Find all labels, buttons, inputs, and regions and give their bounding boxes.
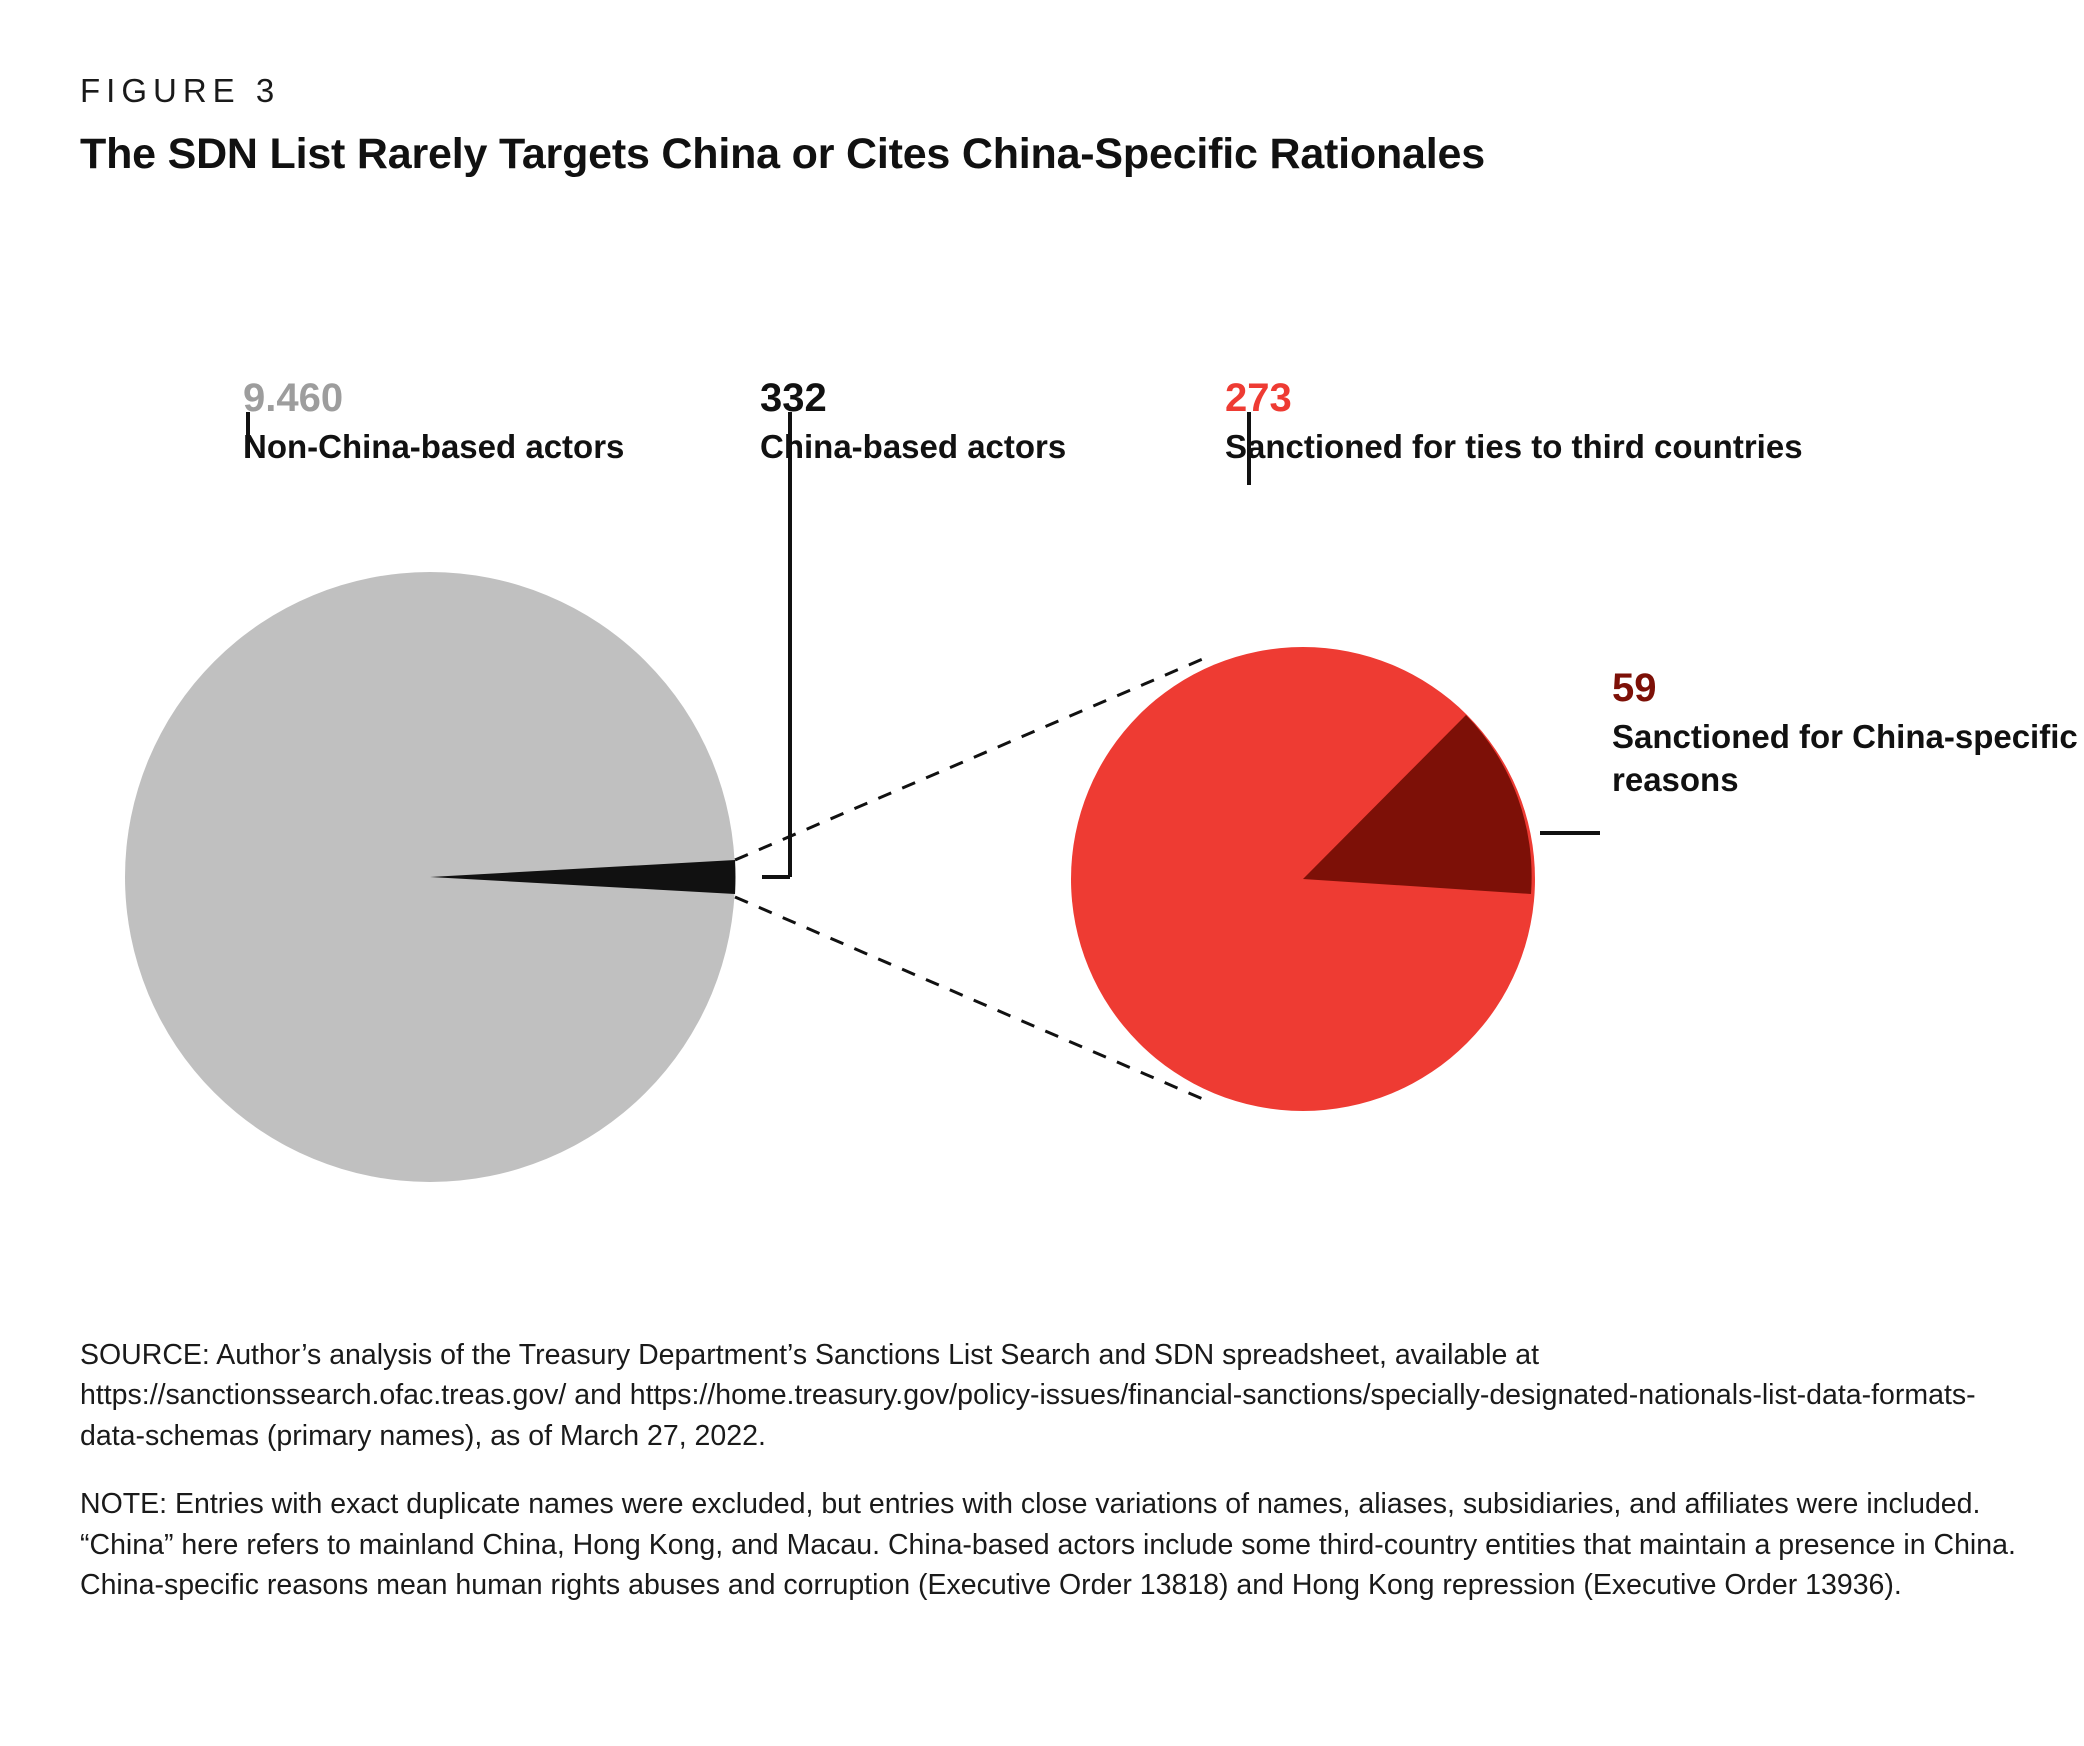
figure-label: FIGURE 3 (80, 72, 281, 109)
source-note: SOURCE: Author’s analysis of the Treasury Department’s Sanctions List Search and SDN spreadsheet, available at https://sanctionssearch.ofac.treas.gov/ and https://home.treasury.gov/policy-issues/financial-sanctions/specially-designated-nationals-list-data-formats-data-schemas (primary names), as of March 27, 2022. (80, 1339, 1976, 1452)
callout-label-china-specific: Sanctioned for China-specific reasons (1612, 718, 2078, 799)
callout-third-countries (1225, 375, 1803, 469)
pie-china-breakdown (1071, 647, 1535, 1111)
footnotes (80, 1335, 2020, 1606)
page-title: The SDN List Rarely Targets China or Cites China-Specific Rationales (80, 130, 1485, 178)
callout-non-china-based (243, 375, 624, 469)
callout-label-china: China-based actors (760, 428, 1067, 466)
callout-value-third-countries: 273 (1225, 376, 1292, 420)
callout-value-china: 332 (760, 376, 827, 420)
callout-china-specific (1612, 665, 2084, 802)
chart-area (0, 300, 2084, 1290)
explanatory-note: NOTE: Entries with exact duplicate names were excluded, but entries with close variations of names, aliases, subsidiaries, and affiliates were included. “China” here refers to mainland China, Hong Kong, and Macau. China-based actors include some third-country entities that maintain a presence in China. China-specific reasons mean human rights abuses and corruption (Executive Order 13818) and Hong Kong repression (Executive Order 13936). (80, 1488, 2016, 1602)
pie-all-entries (125, 572, 735, 1182)
callout-label-third-countries: Sanctioned for ties to third countries (1225, 428, 1803, 466)
callout-value-china-specific: 59 (1612, 666, 1657, 710)
callout-label-non-china: Non-China-based actors (243, 428, 625, 466)
callout-china-based (760, 375, 1066, 469)
callout-value-non-china: 9.460 (243, 376, 344, 420)
